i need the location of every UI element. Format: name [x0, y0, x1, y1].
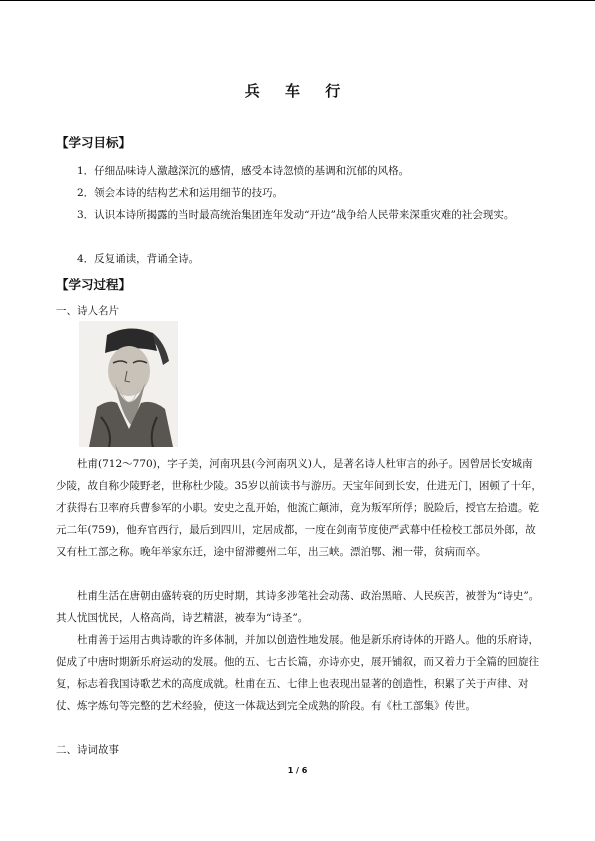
- top-rule: [0, 0, 595, 1]
- objective-item-1: 1．仔细品味诗人激越深沉的感情，感受本诗忽愤的基调和沉郁的风格。: [77, 165, 410, 177]
- section-heading-objectives: 【学习目标】: [56, 135, 132, 150]
- objective-item-2: 2．领会本诗的结构艺术和运用细节的技巧。: [77, 187, 284, 199]
- page-number: 1 / 6: [287, 766, 308, 775]
- du-fu-portrait-image: [79, 321, 178, 447]
- objective-item-3: 3．认识本诗所揭露的当时最高统治集团连年发动“开边”战争给人民带来深重灾难的社会现实。: [77, 209, 515, 221]
- subheading-poem-story: 二、诗词故事: [56, 744, 119, 756]
- document-title: 兵 车 行: [244, 82, 351, 100]
- objective-item-4: 4．反复诵读，背诵全诗。: [77, 253, 200, 265]
- paragraph-biography: 杜甫(712～770)，字子美，河南巩县(今河南巩义)人，是著名诗人杜审言的孙子。因曾居长安城南少陵，故自称少陵野老，世称杜少陵。35岁以前读书与游历。天宝年间到长安，仕进无门，困顿了十年，才获得右卫率府兵曹参军的小职。安史之乱开始，他流亡颠沛，竟为叛军所俘；脱险后，授官左拾遗。乾元二年(759)，他弃官西行，最后到四川，定居成都，一度在剑南节度使严武幕中任检校工部员外郎，故又有杜工部之称。晚年举家东迁，途中留滞夔州二年，出三峡。漂泊鄂、湘一带，贫病而卒。: [56, 458, 542, 558]
- section-heading-process: 【学习过程】: [56, 277, 132, 292]
- paragraph-poetic-achievement: 杜甫善于运用古典诗歌的许多体制，并加以创造性地发展。他是新乐府诗体的开路人。他的乐府诗，促成了中唐时期新乐府运动的发展。他的五、七古长篇，亦诗亦史，展开铺叙，而又着力于全篇的回旋往复，标志着我国诗歌艺术的高度成就。杜甫在五、七律上也表现出显著的创造性，积累了关于声律、对仗、炼字炼句等完整的艺术经验，使这一体裁达到完全成熟的阶段。有《杜工部集》传世。: [56, 634, 539, 712]
- subheading-poet-card: 一、诗人名片: [56, 305, 119, 317]
- paragraph-historical-period: 杜甫生活在唐朝由盛转衰的历史时期，其诗多涉笔社会动荡、政治黑暗、人民疾苦，被誉为“诗史”。其人忧国忧民，人格高尚，诗艺精湛，被奉为“诗圣”。: [56, 590, 540, 624]
